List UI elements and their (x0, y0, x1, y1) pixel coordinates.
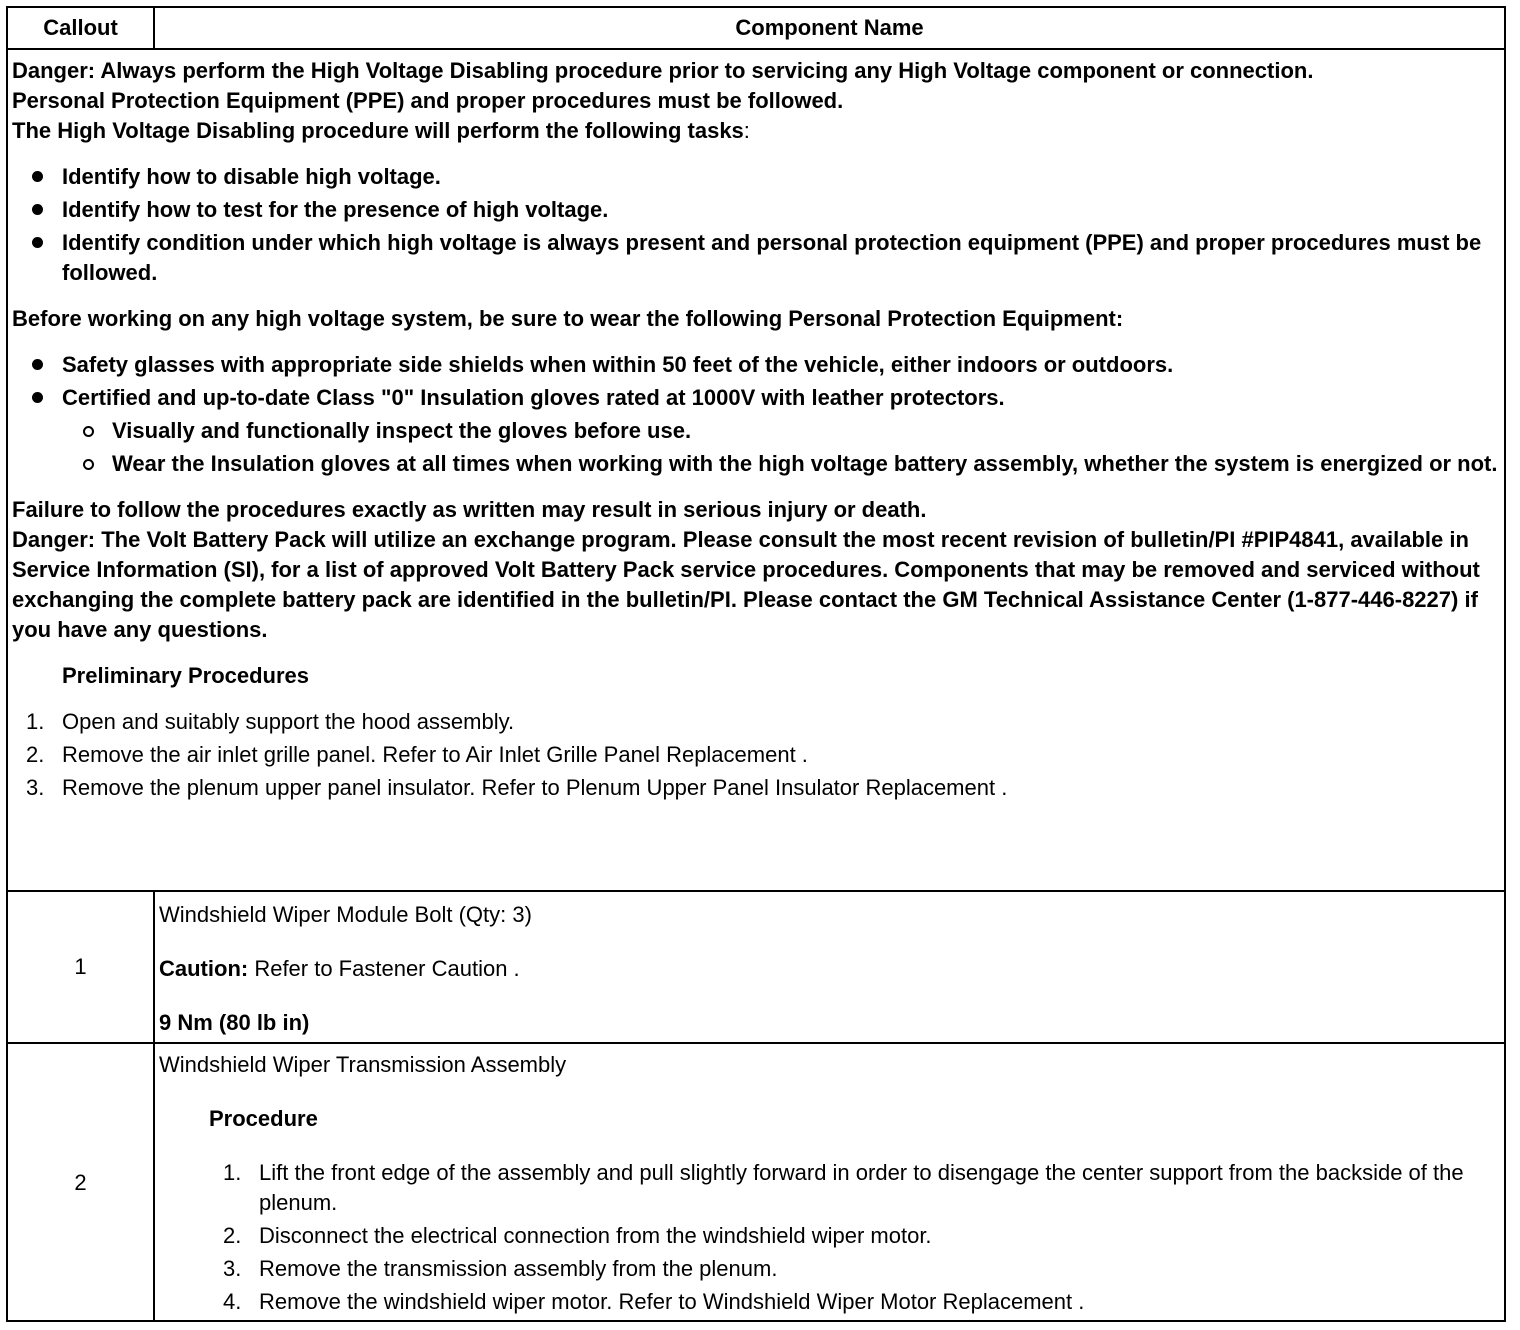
step-number: 3. (223, 1256, 242, 1281)
list-item: Wear the Insulation gloves at all times when working with the high voltage battery assembly, whether the system is energized or not. (62, 449, 1500, 479)
danger-notice (8, 50, 1504, 892)
disabling-tasks-text: The High Voltage Disabling procedure will perform the following tasks (12, 118, 744, 143)
procedure-steps-wrap (159, 1158, 1500, 1317)
component-name-header: Component Name (735, 15, 924, 40)
table-row (8, 1044, 1504, 1322)
step-number: 4. (223, 1289, 242, 1314)
step-number: 3. (26, 775, 45, 800)
callout-number: 1 (8, 892, 155, 1042)
step-number: 1. (26, 709, 45, 734)
procedure-steps (209, 1158, 1500, 1317)
caution-note (159, 954, 1500, 984)
component-cell (155, 1044, 1504, 1322)
list-item: Identify how to test for the presence of high voltage. (12, 195, 1500, 225)
failure-warning: Failure to follow the procedures exactly as written may result in serious injury or death. (12, 497, 927, 522)
step-text: Remove the air inlet grille panel. Refer to Air Inlet Grille Panel Replacement . (62, 742, 808, 767)
caution-label: Caution: (159, 956, 249, 981)
ppe-intro: Before working on any high voltage system, be sure to wear the following Personal Protection Equipment: (12, 306, 1124, 331)
list-item (209, 1158, 1500, 1218)
list-item (209, 1254, 1500, 1284)
step-text: Disconnect the electrical connection from the windshield wiper motor. (259, 1223, 932, 1248)
preliminary-procedures-title: Preliminary Procedures (62, 663, 310, 688)
procedure-table (6, 6, 1506, 1322)
list-item (12, 383, 1500, 479)
task-list (12, 162, 1500, 288)
component-name: Windshield Wiper Module Bolt (Qty: 3) (159, 902, 532, 927)
ppe-list (12, 350, 1500, 479)
component-cell (155, 892, 1504, 1042)
list-item: Identify condition under which high voltage is always present and personal protection equipment (PPE) and proper procedures must be followed. (12, 228, 1500, 288)
list-item (12, 740, 1500, 770)
disabling-tasks-intro (12, 116, 1500, 146)
callout-number: 2 (8, 1044, 155, 1322)
list-item: Safety glasses with appropriate side shields when within 50 feet of the vehicle, either indoors or outdoors. (12, 350, 1500, 380)
gloves-text: Certified and up-to-date Class "0" Insulation gloves rated at 1000V with leather protectors. (62, 385, 1005, 410)
step-number: 2. (223, 1223, 242, 1248)
component-name: Windshield Wiper Transmission Assembly (159, 1052, 567, 1077)
list-item (209, 1221, 1500, 1251)
step-text: Remove the windshield wiper motor. Refer to Windshield Wiper Motor Replacement . (259, 1289, 1085, 1314)
list-item: Identify how to disable high voltage. (12, 162, 1500, 192)
ppe-line: Personal Protection Equipment (PPE) and proper procedures must be followed. (12, 88, 844, 113)
step-number: 2. (26, 742, 45, 767)
list-item (209, 1287, 1500, 1317)
step-text: Remove the plenum upper panel insulator. Refer to Plenum Upper Panel Insulator Replacement . (62, 775, 1008, 800)
danger-content (12, 56, 1500, 890)
step-text: Remove the transmission assembly from the plenum. (259, 1256, 778, 1281)
procedure-title: Procedure (209, 1106, 318, 1131)
callout-header: Callout (8, 8, 155, 48)
caution-text: Refer to Fastener Caution . (248, 956, 520, 981)
torque-spec: 9 Nm (80 lb in) (159, 1010, 310, 1035)
list-item (12, 773, 1500, 803)
step-text: Open and suitably support the hood assembly. (62, 709, 515, 734)
volt-battery-danger: Danger: The Volt Battery Pack will utilize an exchange program. Please consult the most recent revision of bulletin/PI #PIP4841, available in Service Information (SI), for a list of approved Volt Battery Pack service procedures. Components that may be removed and serviced without exchanging the complete battery pack are identified in the bulletin/PI. Please contact the GM Technical Assistance Center (1-877-446-8227) if you have any questions. (12, 527, 1480, 642)
list-item (12, 707, 1500, 737)
preliminary-steps (12, 707, 1500, 803)
table-header (8, 8, 1504, 50)
gloves-sublist (62, 416, 1500, 479)
disabling-tasks-colon: : (743, 118, 750, 143)
danger-line: Danger: Always perform the High Voltage Disabling procedure prior to servicing any High Voltage component or connection. (12, 58, 1314, 83)
table-row (8, 892, 1504, 1044)
list-item: Visually and functionally inspect the gloves before use. (62, 416, 1500, 446)
step-text: Lift the front edge of the assembly and pull slightly forward in order to disengage the center support from the backside of the plenum. (259, 1160, 1464, 1215)
step-number: 1. (223, 1160, 242, 1185)
